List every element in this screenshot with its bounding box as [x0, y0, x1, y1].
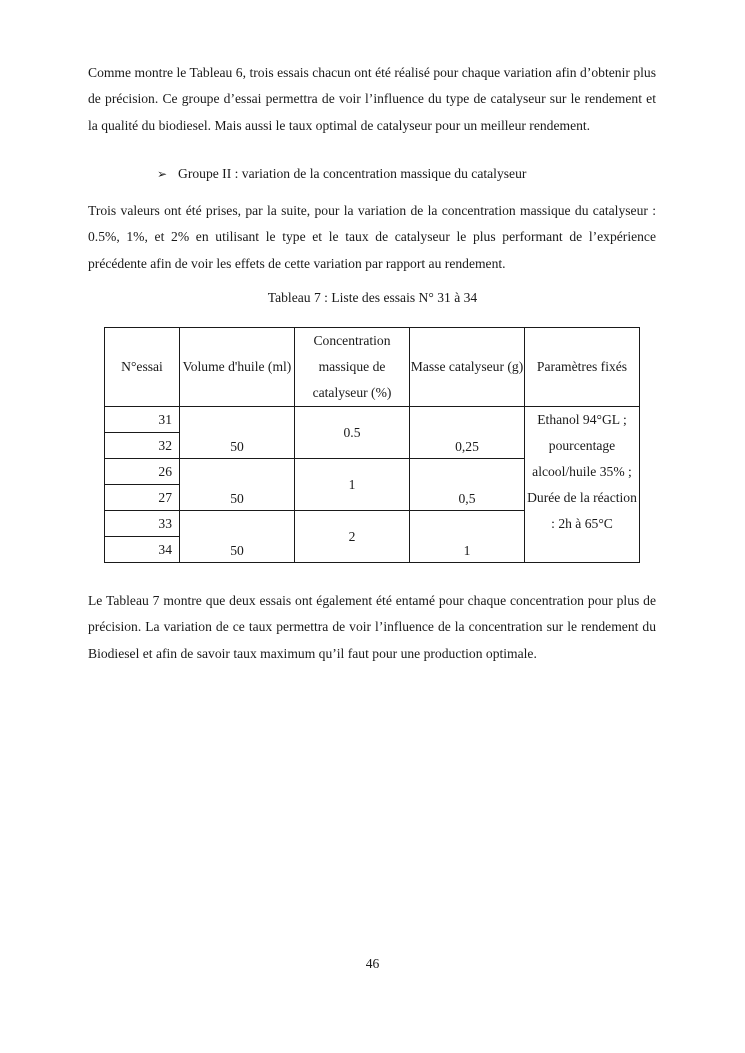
bullet-text: Groupe II : variation de la concentration massique du catalyseur [178, 166, 527, 181]
table-row [105, 407, 640, 433]
essai-number: 32 [105, 433, 180, 459]
paragraph-concentration: Trois valeurs ont été prises, par la suite, pour la variation de la concentration massique du catalyseur : 0.5%, 1%, et 2% en utilisant le type et le taux de catalyseur le plus performant de l’expérience précédente afin de voir les effets de cette variation par rapport au rendement. [88, 203, 656, 271]
essai-number: 27 [105, 485, 180, 511]
paragraph-intro: Comme montre le Tableau 6, trois essais chacun ont été réalisé pour chaque variation afin d’obtenir plus de précision. Ce groupe d’essai permettra de voir l’influence du type de catalyseur sur le rendement et la qualité du biodiesel. Mais aussi le taux optimal de catalyseur pour un meilleur rendement. [88, 65, 656, 133]
header-essai: N°essai [105, 328, 180, 407]
essai-number: 26 [105, 459, 180, 485]
masse-cell: 1 [410, 511, 525, 563]
masse-cell: 0,5 [410, 459, 525, 511]
table-caption: Tableau 7 : Liste des essais N° 31 à 34 [267, 290, 478, 305]
table-header-row [105, 328, 640, 407]
page-number: 46 [365, 956, 380, 971]
volume-cell: 50 [180, 511, 295, 563]
volume-cell: 50 [180, 459, 295, 511]
concentration-cell: 1 [295, 459, 410, 511]
essai-number: 34 [105, 537, 180, 563]
concentration-cell: 0.5 [295, 407, 410, 459]
params-cell: Ethanol 94°GL ; pourcentage alcool/huile 35% ; Durée de la réaction : 2h à 65°C [525, 407, 640, 563]
header-concentration: Concentration massique de catalyseur (%) [295, 328, 410, 407]
header-masse: Masse catalyseur (g) [410, 328, 525, 407]
essais-table [104, 327, 640, 563]
arrow-bullet-icon: ➢ [157, 167, 168, 181]
concentration-cell: 2 [295, 511, 410, 563]
paragraph-conclusion: Le Tableau 7 montre que deux essais ont également été entamé pour chaque concentration pour plus de précision. La variation de ce taux permettra de voir l’influence de la concentration sur le rendement du Biodiesel et afin de savoir taux maximum qu’il faut pour une production optimale. [88, 593, 656, 661]
essai-number: 33 [105, 511, 180, 537]
header-volume: Volume d'huile (ml) [180, 328, 295, 407]
essai-number: 31 [105, 407, 180, 433]
masse-cell: 0,25 [410, 407, 525, 459]
header-params: Paramètres fixés [525, 328, 640, 407]
bullet-item-groupe-ii [157, 163, 526, 185]
volume-cell: 50 [180, 407, 295, 459]
